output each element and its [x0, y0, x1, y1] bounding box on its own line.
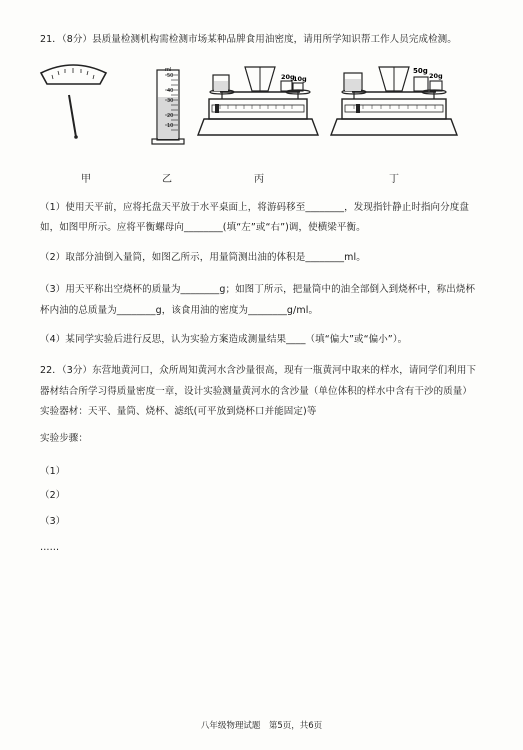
q21-part3-line2: 杯内油的总质量为________g，该食用油的密度为________g/ml。	[40, 305, 319, 316]
q22-step-2: （2）	[40, 490, 66, 501]
graduated-cylinder-figure	[152, 67, 184, 144]
q21-figures	[0, 55, 523, 165]
figure-label-ding: 丁	[389, 174, 399, 185]
balance-figure-ding	[331, 67, 457, 135]
cylinder-tick-label: 40	[167, 88, 174, 94]
weight-label-ding: 50g	[413, 67, 428, 75]
q21-part1-line1: （1）使用天平前，应将托盘天平放于水平桌面上，将游码移至________，发现指针静止时指向分度盘	[40, 202, 469, 213]
q22-materials: 实验器材：天平、量筒、烧杯、滤纸(可平放到烧杯口并能固定)等	[40, 406, 317, 417]
page-footer: 八年级物理试题 第5页，共6页	[200, 721, 323, 731]
q21-part3-line1: （3）用天平称出空烧杯的质量为________g；如图丁所示，把量筒中的油全部倒入到烧杯中，称出烧杯	[40, 284, 476, 295]
q22-steps-title: 实验步骤：	[40, 433, 89, 444]
cylinder-tick-label: 10	[167, 123, 174, 129]
scale-dial-figure	[41, 65, 106, 139]
q21-part1-line2: 如，如图甲所示。应将平衡螺母向________(填“左”或“右”)调，使横梁平衡。	[40, 222, 366, 233]
q22-ellipsis: ……	[40, 542, 60, 553]
figure-label-bing: 丙	[254, 174, 264, 185]
cylinder-tick-label: 20	[167, 113, 174, 119]
figure-label-yi: 乙	[162, 174, 172, 185]
q22-line1: 22．（3分）东营地黄河口，众所周知黄河水含沙量很高，现有一瓶黄河中取来的样水，请同学们利用下	[40, 365, 477, 376]
cylinder-tick-label: 50	[167, 73, 174, 79]
q22-step-3: （3）	[40, 516, 66, 527]
q21-stem: 21．（8分）县质量检测机构需检测市场某种品牌食用油密度，请用所学知识帮工作人员完成检测。	[40, 34, 457, 45]
weight-label-bing: 20g	[281, 73, 295, 81]
cylinder-unit-label: ml	[165, 67, 172, 73]
q21-part4: （4）某同学实验后进行反思，认为实验方案造成测量结果____（填“偏大”或“偏小”）。	[40, 334, 408, 345]
q22-step-1: （1）	[40, 466, 66, 477]
cylinder-tick-label: 30	[167, 98, 174, 104]
q22-line2: 器材结合所学习得质量密度一章，设计实验测量黄河水的含沙量（单位体积的样水中含有干沙的质量）	[40, 386, 473, 397]
weight-label-bing: 10g	[293, 75, 307, 83]
figure-label-jia: 甲	[81, 174, 91, 185]
q21-part2: （2）取部分油倒入量筒，如图乙所示，用量筒测出油的体积是________ml。	[40, 252, 366, 263]
balance-figure-bing	[198, 67, 318, 135]
weight-label-ding: 20g	[429, 72, 443, 80]
